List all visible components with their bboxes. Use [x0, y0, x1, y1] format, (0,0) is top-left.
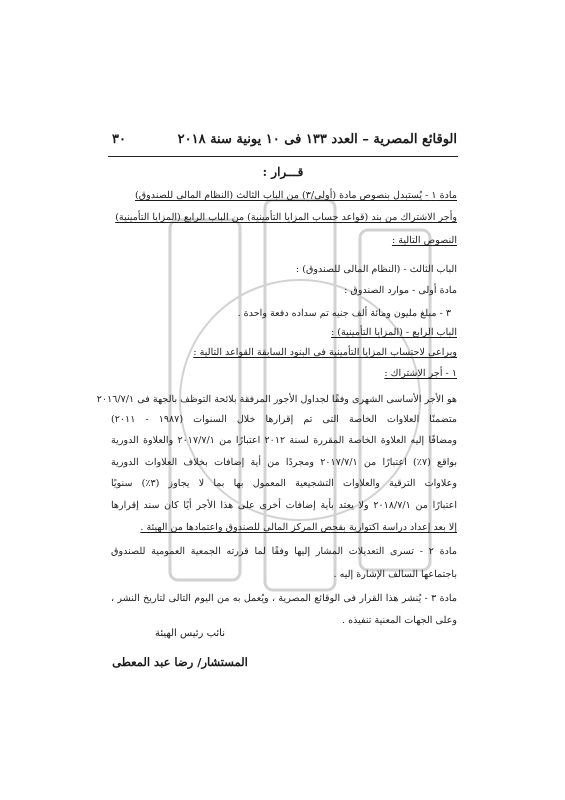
- wage-definition-line-5: وعلاوات الترقية والعلاوات التشجيعية المعمول بها بما لا يجاوز (٣٪) سنويًا: [111, 478, 457, 489]
- article-1-line-2: وأجر الاشتراك من بند (قواعد حساب المزايا التأمينية) من الباب الرابع (المزايا التأمينية): [115, 212, 457, 223]
- wage-definition-line-6: اعتبارًا من ٢٠١٨/٧/١ ولا يعتد بأية إضافات أخرى على هذا الأجر أيًا كان سند إقرارها: [111, 500, 457, 511]
- article-1-line-3: النصوص التالية :: [391, 235, 457, 246]
- wage-definition-line-2: متضمنًا العلاوات الخاصة التى تم إقرارها خلال السنوات (١٩٨٧ - ٢٠١١): [111, 414, 457, 425]
- chapter-4-heading: الباب الرابع - (المزايا التأمينية) :: [330, 327, 457, 338]
- subscription-wage-heading: ١ - أجر الاشتراك :: [384, 368, 457, 379]
- signatory-role: نائب رئيس الهيئة: [155, 628, 225, 639]
- decision-title: قـــرار :: [262, 165, 304, 179]
- article-3-line-2: وعلى الجهات المعنية تنفيذه .: [341, 615, 457, 626]
- rules-intro: ويراعى لاحتساب المزايا التأمينية فى البنود السابقة القواعد التالية :: [193, 347, 457, 358]
- chapter-3-heading: الباب الثالث - (النظام المالى للصندوق) :: [295, 264, 457, 275]
- article-1-line-1: مادة ١ - يُستبدل بنصوص مادة (أولى/٣) من الباب الثالث (النظام المالى للصندوق): [134, 190, 457, 201]
- header-page-number: ٣٠: [112, 131, 126, 147]
- header-divider: [108, 156, 458, 157]
- wage-definition-line-4: بواقع (٧٪) اعتبارًا من ٢٠١٧/٧/١ ومجردًا من أية إضافات بخلاف العلاوات الدورية: [111, 457, 458, 468]
- article-3-line-1: مادة ٣ - يُنشر هذا القرار فى الوقائع المصرية ، ويُعمل به من اليوم التالى لتاريخ النشر ،: [111, 593, 457, 604]
- item-3-text: ٣ - مبلغ مليون ومائة ألف جنيه تم سداده دفعة واحدة .: [237, 308, 451, 319]
- article-2-line-1: مادة ٢ - تسرى التعديلات المشار إليها وفقًا لما قررته الجمعية العمومية للصندوق: [111, 546, 457, 557]
- signatory-name: المستشار/ رضا عبد المعطى: [112, 655, 248, 669]
- article-first-heading: مادة أولى - موارد الصندوق :: [344, 285, 457, 296]
- wage-definition-line-1: هو الأجر الأساسى الشهرى وفقًا لجداول الأجور المرفقة بلائحة التوظف بالجهة فى ٢٠١٦/٧/١: [96, 394, 457, 405]
- header-publication: الوقائع المصرية – العدد ١٣٣ فى ١٠ يونية سنة ٢٠١٨: [177, 131, 457, 147]
- article-2-line-2: باجتماعها السالف الإشارة إليه .: [333, 569, 457, 580]
- wage-definition-line-3: ومضافًا إليه العلاوة الخاصة المقررة لسنة ٢٠١٢ اعتبارًا من ٢٠١٧/٧/١ والعلاوة الدورية: [111, 435, 457, 446]
- wage-definition-line-7: إلا بعد إعداد دراسة اكتوارية بفحص المركز المالى للصندوق واعتمادها من الهيئة .: [140, 522, 457, 533]
- page-header: [112, 128, 457, 150]
